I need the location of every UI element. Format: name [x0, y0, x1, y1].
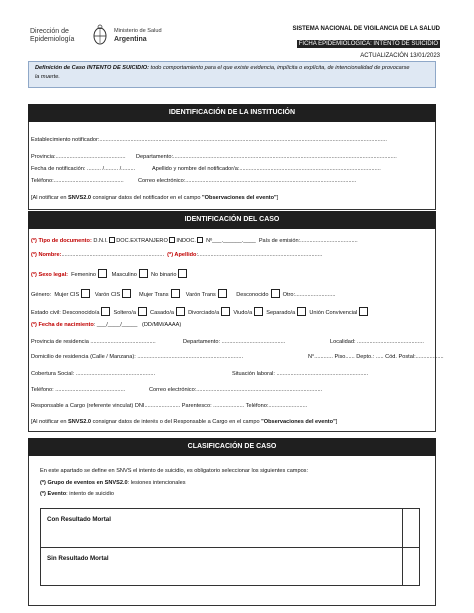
- cobertura-field[interactable]: Cobertura Social: ...................................................: [31, 371, 156, 377]
- varon-trans-checkbox[interactable]: [218, 289, 227, 298]
- fecha-nacimiento-field[interactable]: : ___/____/_____: [93, 322, 138, 328]
- departamento-residencia-field[interactable]: Departamento: .........................................: [183, 339, 286, 345]
- fecha-notificacion-field[interactable]: Fecha de notificación: ......... /......... /.........: [31, 166, 136, 172]
- genero-otro-field[interactable]: Otro:..........................: [282, 292, 336, 298]
- resultado-table: [40, 508, 420, 586]
- desconocido-checkbox[interactable]: [271, 289, 280, 298]
- union-convivencial-checkbox[interactable]: [359, 307, 368, 316]
- definition-box: [28, 61, 436, 88]
- numero-domicilio-field[interactable]: N°............ Piso...... Depto.: ..... Cód. Postal:..................: [308, 354, 444, 360]
- viudo-checkbox[interactable]: [254, 307, 263, 316]
- fecha-nacimiento-row: (*) Fecha de nacimiento: ___/____/_____ (DD/MM/AAAA): [31, 322, 182, 328]
- establecimiento-field[interactable]: Establecimiento notificador:.........................................................................................................................................................................................: [31, 137, 387, 143]
- min-line1: Ministerio de Salud: [114, 28, 162, 34]
- civil-desconocido-checkbox[interactable]: [101, 307, 110, 316]
- update-date: ACTUALIZACIÓN 13/01/2023: [360, 53, 440, 59]
- sin-resultado-checkbox[interactable]: [403, 548, 420, 586]
- institution-note: [Al notificar en SNVS2.0 consignar datos del notificador en el campo "Observaciones del evento"]: [31, 195, 279, 201]
- femenino-checkbox[interactable]: [98, 269, 107, 278]
- dir-line2: Epidemiología: [30, 36, 75, 43]
- system-title: SISTEMA NACIONAL DE VIGILANCIA DE LA SALUD: [292, 26, 440, 32]
- definition-label: Definición de Caso INTENTO DE SUICIDIO:: [35, 65, 149, 71]
- grupo-eventos: (*) Grupo de eventos en SNVS2.0: lesiones intencionales: [40, 480, 186, 486]
- nro-documento-field[interactable]: Nº___.______.____: [206, 238, 256, 244]
- definition-text1: todo comportamiento para el que existe evidencia, implícita o explícita, de intencionalidad de provocarse: [148, 65, 410, 71]
- header: [30, 26, 440, 60]
- responsable-field[interactable]: Responsable a Cargo (referente vinculat) DNI....................... Parentesco: .................... Teléfono:.........................: [31, 403, 308, 409]
- case-section-title: IDENTIFICACIÓN DEL CASO: [28, 211, 436, 229]
- con-resultado-checkbox[interactable]: [403, 509, 420, 548]
- telefono-caso-field[interactable]: Teléfono: .............................................: [31, 387, 126, 393]
- separado-checkbox[interactable]: [297, 307, 306, 316]
- situacion-laboral-field[interactable]: Situación laboral: ...........................................................: [232, 371, 369, 377]
- divorciado-checkbox[interactable]: [221, 307, 230, 316]
- tipo-documento-row: (*) Tipo de documento: D.N.I. DOC.EXTRANJERO INDOC. Nº___.______.____ País de emisión:.....................................: [31, 238, 358, 244]
- departamento-field[interactable]: Departamento:................................................................................................................................................: [136, 154, 397, 160]
- varon-cis-checkbox[interactable]: [122, 289, 131, 298]
- localidad-field[interactable]: Localidad: ...........................................: [330, 339, 424, 345]
- con-resultado-row: [41, 509, 403, 548]
- con-resultado-label: Con Resultado Mortal: [47, 516, 111, 523]
- classification-section-title: CLASIFICACIÓN DE CASO: [28, 438, 436, 456]
- genero-row: Género: Mujer CIS Varón CIS Mujer Trans Varón Trans Desconocido Otro:..........................: [31, 289, 335, 299]
- correo-caso-field[interactable]: Correo electrónico:.................................................................................: [149, 387, 323, 393]
- provincia-field[interactable]: Provincia:.............................................: [31, 154, 126, 160]
- doc-extranjero-checkbox[interactable]: [169, 237, 175, 243]
- telefono-field[interactable]: Teléfono:.............................................: [31, 178, 124, 184]
- sin-resultado-label: Sin Resultado Mortal: [47, 555, 109, 562]
- case-frame: [28, 229, 436, 432]
- mujer-cis-checkbox[interactable]: [81, 289, 90, 298]
- no-binario-checkbox[interactable]: [178, 269, 187, 278]
- case-note: [Al notificar en SNVS2.0 consignar datos de interés o del Responsable a Cargo en el campo "Observaciones del evento"]: [31, 419, 338, 425]
- casado-checkbox[interactable]: [176, 307, 185, 316]
- apellido-field[interactable]: :................................................................................: [196, 252, 323, 258]
- header-right: [292, 26, 440, 59]
- pais-emision-field[interactable]: País de emisión:.....................................: [258, 238, 358, 244]
- mujer-trans-checkbox[interactable]: [171, 289, 180, 298]
- ficha-title: FICHA EPIDEMIOLÓGICA: INTENTO DE SUICIDIO: [298, 41, 438, 47]
- sin-resultado-row: [41, 548, 403, 586]
- ministerio-logo: [114, 29, 162, 43]
- classification-intro: En este apartado se define en SNVS el intento de suicidio, es obligatorio seleccionar los siguientes campos:: [40, 468, 309, 474]
- notificador-field[interactable]: Apellido y nombre del notificador/a:...........................................................................................: [152, 166, 381, 172]
- dni-checkbox[interactable]: [109, 237, 115, 243]
- correo-field[interactable]: Correo electrónico:..............................................................................................................: [138, 178, 357, 184]
- min-line2: Argentina: [114, 35, 147, 43]
- dir-line1: Dirección de: [30, 28, 69, 35]
- nombre-field[interactable]: ..................................................................: [61, 252, 165, 258]
- domicilio-field[interactable]: Domicilio de residencia (Calle / Manzana): ....................................................................: [31, 354, 244, 360]
- indoc-checkbox[interactable]: [197, 237, 203, 243]
- nombre-row: (*) Nombre:.................................................................. (*) Apellido:................................................................................: [31, 252, 323, 258]
- institution-section-title: IDENTIFICACIÓN DE LA INSTITUCIÓN: [28, 104, 436, 122]
- definition-text2: la muerte.: [35, 73, 60, 80]
- provincia-residencia-field[interactable]: Provincia de residencia ..........................................: [31, 339, 156, 345]
- epidemiologia-logo: [30, 28, 74, 43]
- masculino-checkbox[interactable]: [139, 269, 148, 278]
- evento: (*) Evento: intento de suicidio: [40, 491, 114, 497]
- coat-of-arms-icon: [92, 24, 108, 46]
- sexo-row: (*) Sexo legal: Femenino Masculino No binario: [31, 269, 187, 279]
- soltero-checkbox[interactable]: [138, 307, 147, 316]
- estado-civil-row: Estado civil: Desconocido/a Soltero/a Casado/a Divorciado/a Viudo/a Separado/a Unión Convivencial: [31, 307, 368, 317]
